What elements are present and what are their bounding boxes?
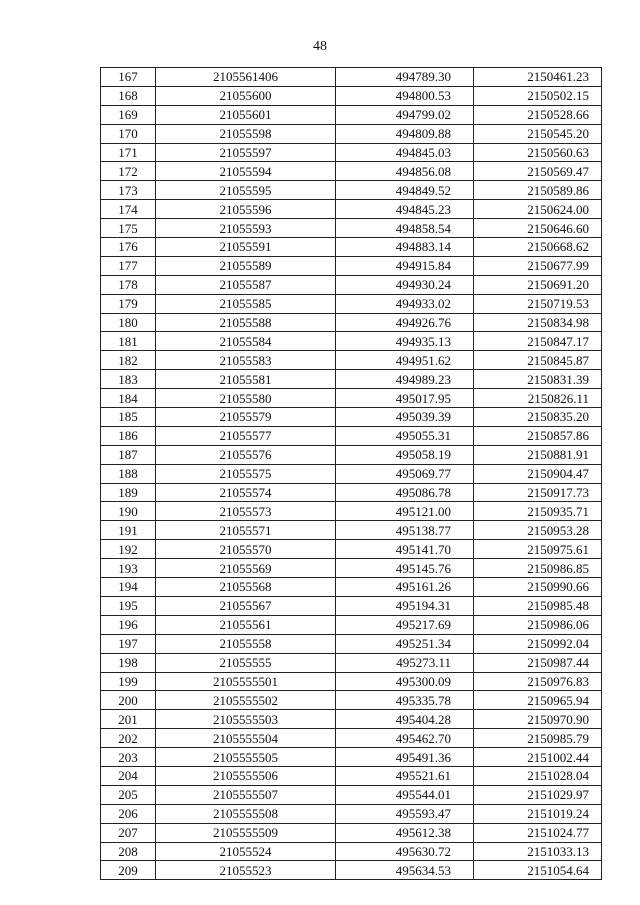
y-coordinate-cell: 2150986.06 — [474, 615, 602, 634]
y-coordinate-cell: 2150847.17 — [474, 332, 602, 351]
table-row — [101, 275, 602, 294]
y-coordinate-cell: 2150646.60 — [474, 219, 602, 238]
y-coordinate-cell: 2151024.77 — [474, 823, 602, 842]
x-coordinate-cell: 495544.01 — [336, 785, 474, 804]
table-row — [101, 502, 602, 521]
point-id-cell: 21055580 — [156, 389, 336, 408]
point-id-cell: 21055581 — [156, 370, 336, 389]
y-coordinate-cell: 2150528.66 — [474, 105, 602, 124]
x-coordinate-cell: 495086.78 — [336, 483, 474, 502]
x-coordinate-cell: 494849.52 — [336, 181, 474, 200]
row-number-cell: 169 — [101, 105, 156, 124]
y-coordinate-cell: 2150953.28 — [474, 521, 602, 540]
row-number-cell: 198 — [101, 653, 156, 672]
point-id-cell: 21055571 — [156, 521, 336, 540]
x-coordinate-cell: 494845.03 — [336, 143, 474, 162]
table-row — [101, 332, 602, 351]
table-row — [101, 672, 602, 691]
y-coordinate-cell: 2151002.44 — [474, 748, 602, 767]
table-row — [101, 634, 602, 653]
x-coordinate-cell: 495145.76 — [336, 559, 474, 578]
x-coordinate-cell: 495335.78 — [336, 691, 474, 710]
point-id-cell: 21055573 — [156, 502, 336, 521]
row-number-cell: 197 — [101, 634, 156, 653]
table-row — [101, 426, 602, 445]
y-coordinate-cell: 2151029.97 — [474, 785, 602, 804]
table-row — [101, 256, 602, 275]
point-id-cell: 2105555502 — [156, 691, 336, 710]
y-coordinate-cell: 2150992.04 — [474, 634, 602, 653]
table-row — [101, 729, 602, 748]
x-coordinate-cell: 495593.47 — [336, 804, 474, 823]
y-coordinate-cell: 2150560.63 — [474, 143, 602, 162]
y-coordinate-cell: 2150668.62 — [474, 238, 602, 257]
row-number-cell: 202 — [101, 729, 156, 748]
y-coordinate-cell: 2151019.24 — [474, 804, 602, 823]
x-coordinate-cell: 494883.14 — [336, 238, 474, 257]
table-row — [101, 68, 602, 87]
point-id-cell: 21055555 — [156, 653, 336, 672]
point-id-cell: 2105555507 — [156, 785, 336, 804]
x-coordinate-cell: 494915.84 — [336, 256, 474, 275]
y-coordinate-cell: 2150835.20 — [474, 408, 602, 427]
point-id-cell: 21055576 — [156, 445, 336, 464]
row-number-cell: 188 — [101, 464, 156, 483]
row-number-cell: 171 — [101, 143, 156, 162]
point-id-cell: 21055595 — [156, 181, 336, 200]
row-number-cell: 193 — [101, 559, 156, 578]
row-number-cell: 184 — [101, 389, 156, 408]
x-coordinate-cell: 494800.53 — [336, 86, 474, 105]
x-coordinate-cell: 494951.62 — [336, 351, 474, 370]
row-number-cell: 183 — [101, 370, 156, 389]
row-number-cell: 167 — [101, 68, 156, 87]
x-coordinate-cell: 495300.09 — [336, 672, 474, 691]
x-coordinate-cell: 494845.23 — [336, 200, 474, 219]
row-number-cell: 176 — [101, 238, 156, 257]
point-id-cell: 21055594 — [156, 162, 336, 181]
table-row — [101, 389, 602, 408]
table-row — [101, 294, 602, 313]
table-row — [101, 124, 602, 143]
y-coordinate-cell: 2150569.47 — [474, 162, 602, 181]
table-row — [101, 842, 602, 861]
row-number-cell: 186 — [101, 426, 156, 445]
y-coordinate-cell: 2150677.99 — [474, 256, 602, 275]
page-number: 48 — [313, 39, 327, 54]
point-id-cell: 21055591 — [156, 238, 336, 257]
y-coordinate-cell: 2151028.04 — [474, 766, 602, 785]
point-id-cell: 2105561406 — [156, 68, 336, 87]
y-coordinate-cell: 2150904.47 — [474, 464, 602, 483]
row-number-cell: 178 — [101, 275, 156, 294]
point-id-cell: 21055584 — [156, 332, 336, 351]
point-id-cell: 21055601 — [156, 105, 336, 124]
y-coordinate-cell: 2150987.44 — [474, 653, 602, 672]
y-coordinate-cell: 2151033.13 — [474, 842, 602, 861]
table-row — [101, 653, 602, 672]
table-row — [101, 823, 602, 842]
row-number-cell: 177 — [101, 256, 156, 275]
row-number-cell: 203 — [101, 748, 156, 767]
point-id-cell: 2105555506 — [156, 766, 336, 785]
row-number-cell: 208 — [101, 842, 156, 861]
table-row — [101, 181, 602, 200]
x-coordinate-cell: 495612.38 — [336, 823, 474, 842]
x-coordinate-cell: 495217.69 — [336, 615, 474, 634]
row-number-cell: 206 — [101, 804, 156, 823]
row-number-cell: 180 — [101, 313, 156, 332]
y-coordinate-cell: 2150881.91 — [474, 445, 602, 464]
row-number-cell: 185 — [101, 408, 156, 427]
point-id-cell: 21055570 — [156, 540, 336, 559]
table-row — [101, 521, 602, 540]
point-id-cell: 21055585 — [156, 294, 336, 313]
table-row — [101, 162, 602, 181]
row-number-cell: 199 — [101, 672, 156, 691]
point-id-cell: 21055577 — [156, 426, 336, 445]
x-coordinate-cell: 495630.72 — [336, 842, 474, 861]
row-number-cell: 207 — [101, 823, 156, 842]
table-row — [101, 351, 602, 370]
row-number-cell: 175 — [101, 219, 156, 238]
x-coordinate-cell: 495462.70 — [336, 729, 474, 748]
x-coordinate-cell: 494930.24 — [336, 275, 474, 294]
table-row — [101, 370, 602, 389]
point-id-cell: 2105555509 — [156, 823, 336, 842]
row-number-cell: 190 — [101, 502, 156, 521]
y-coordinate-cell: 2150975.61 — [474, 540, 602, 559]
x-coordinate-cell: 494935.13 — [336, 332, 474, 351]
x-coordinate-cell: 495121.00 — [336, 502, 474, 521]
x-coordinate-cell: 494926.76 — [336, 313, 474, 332]
x-coordinate-cell: 495194.31 — [336, 596, 474, 615]
x-coordinate-cell: 495251.34 — [336, 634, 474, 653]
x-coordinate-cell: 495058.19 — [336, 445, 474, 464]
row-number-cell: 170 — [101, 124, 156, 143]
table-row — [101, 766, 602, 785]
point-id-cell: 2105555503 — [156, 710, 336, 729]
coordinates-table — [100, 67, 602, 880]
y-coordinate-cell: 2150985.48 — [474, 596, 602, 615]
row-number-cell: 181 — [101, 332, 156, 351]
table-row — [101, 464, 602, 483]
point-id-cell: 21055524 — [156, 842, 336, 861]
y-coordinate-cell: 2150965.94 — [474, 691, 602, 710]
point-id-cell: 21055587 — [156, 275, 336, 294]
x-coordinate-cell: 495634.53 — [336, 861, 474, 880]
y-coordinate-cell: 2150624.00 — [474, 200, 602, 219]
table-row — [101, 559, 602, 578]
row-number-cell: 192 — [101, 540, 156, 559]
y-coordinate-cell: 2150545.20 — [474, 124, 602, 143]
y-coordinate-cell: 2150691.20 — [474, 275, 602, 294]
point-id-cell: 21055574 — [156, 483, 336, 502]
x-coordinate-cell: 495491.36 — [336, 748, 474, 767]
table-row — [101, 804, 602, 823]
y-coordinate-cell: 2151054.64 — [474, 861, 602, 880]
y-coordinate-cell: 2150461.23 — [474, 68, 602, 87]
y-coordinate-cell: 2150502.15 — [474, 86, 602, 105]
point-id-cell: 21055596 — [156, 200, 336, 219]
point-id-cell: 21055561 — [156, 615, 336, 634]
point-id-cell: 21055523 — [156, 861, 336, 880]
point-id-cell: 21055588 — [156, 313, 336, 332]
point-id-cell: 2105555508 — [156, 804, 336, 823]
row-number-cell: 194 — [101, 578, 156, 597]
row-number-cell: 168 — [101, 86, 156, 105]
point-id-cell: 2105555505 — [156, 748, 336, 767]
table-row — [101, 540, 602, 559]
y-coordinate-cell: 2150845.87 — [474, 351, 602, 370]
x-coordinate-cell: 494858.54 — [336, 219, 474, 238]
x-coordinate-cell: 495055.31 — [336, 426, 474, 445]
point-id-cell: 21055589 — [156, 256, 336, 275]
point-id-cell: 21055598 — [156, 124, 336, 143]
row-number-cell: 204 — [101, 766, 156, 785]
y-coordinate-cell: 2150917.73 — [474, 483, 602, 502]
x-coordinate-cell: 495404.28 — [336, 710, 474, 729]
table-row — [101, 785, 602, 804]
row-number-cell: 182 — [101, 351, 156, 370]
table-row — [101, 219, 602, 238]
point-id-cell: 21055569 — [156, 559, 336, 578]
table-row — [101, 86, 602, 105]
y-coordinate-cell: 2150985.79 — [474, 729, 602, 748]
y-coordinate-cell: 2150857.86 — [474, 426, 602, 445]
point-id-cell: 21055597 — [156, 143, 336, 162]
row-number-cell: 196 — [101, 615, 156, 634]
table-row — [101, 691, 602, 710]
table-row — [101, 861, 602, 880]
point-id-cell: 21055579 — [156, 408, 336, 427]
x-coordinate-cell: 495273.11 — [336, 653, 474, 672]
table-row — [101, 748, 602, 767]
point-id-cell: 21055600 — [156, 86, 336, 105]
row-number-cell: 195 — [101, 596, 156, 615]
table-row — [101, 483, 602, 502]
x-coordinate-cell: 494856.08 — [336, 162, 474, 181]
table-row — [101, 238, 602, 257]
row-number-cell: 205 — [101, 785, 156, 804]
point-id-cell: 2105555501 — [156, 672, 336, 691]
x-coordinate-cell: 494789.30 — [336, 68, 474, 87]
point-id-cell: 2105555504 — [156, 729, 336, 748]
x-coordinate-cell: 495521.61 — [336, 766, 474, 785]
table-row — [101, 408, 602, 427]
table-row — [101, 615, 602, 634]
x-coordinate-cell: 494989.23 — [336, 370, 474, 389]
point-id-cell: 21055567 — [156, 596, 336, 615]
row-number-cell: 173 — [101, 181, 156, 200]
y-coordinate-cell: 2150831.39 — [474, 370, 602, 389]
point-id-cell: 21055593 — [156, 219, 336, 238]
table-row — [101, 710, 602, 729]
y-coordinate-cell: 2150589.86 — [474, 181, 602, 200]
x-coordinate-cell: 495161.26 — [336, 578, 474, 597]
x-coordinate-cell: 495069.77 — [336, 464, 474, 483]
y-coordinate-cell: 2150990.66 — [474, 578, 602, 597]
y-coordinate-cell: 2150826.11 — [474, 389, 602, 408]
point-id-cell: 21055575 — [156, 464, 336, 483]
row-number-cell: 172 — [101, 162, 156, 181]
table-row — [101, 596, 602, 615]
x-coordinate-cell: 494799.02 — [336, 105, 474, 124]
row-number-cell: 191 — [101, 521, 156, 540]
point-id-cell: 21055568 — [156, 578, 336, 597]
table-body — [101, 68, 602, 880]
row-number-cell: 201 — [101, 710, 156, 729]
table-row — [101, 445, 602, 464]
row-number-cell: 209 — [101, 861, 156, 880]
table-row — [101, 200, 602, 219]
x-coordinate-cell: 495039.39 — [336, 408, 474, 427]
y-coordinate-cell: 2150834.98 — [474, 313, 602, 332]
y-coordinate-cell: 2150935.71 — [474, 502, 602, 521]
point-id-cell: 21055558 — [156, 634, 336, 653]
x-coordinate-cell: 495141.70 — [336, 540, 474, 559]
table-row — [101, 578, 602, 597]
y-coordinate-cell: 2150970.90 — [474, 710, 602, 729]
table-row — [101, 105, 602, 124]
x-coordinate-cell: 495138.77 — [336, 521, 474, 540]
row-number-cell: 200 — [101, 691, 156, 710]
x-coordinate-cell: 494933.02 — [336, 294, 474, 313]
row-number-cell: 189 — [101, 483, 156, 502]
table-row — [101, 143, 602, 162]
y-coordinate-cell: 2150719.53 — [474, 294, 602, 313]
row-number-cell: 174 — [101, 200, 156, 219]
y-coordinate-cell: 2150976.83 — [474, 672, 602, 691]
x-coordinate-cell: 495017.95 — [336, 389, 474, 408]
row-number-cell: 187 — [101, 445, 156, 464]
y-coordinate-cell: 2150986.85 — [474, 559, 602, 578]
x-coordinate-cell: 494809.88 — [336, 124, 474, 143]
point-id-cell: 21055583 — [156, 351, 336, 370]
row-number-cell: 179 — [101, 294, 156, 313]
table-row — [101, 313, 602, 332]
